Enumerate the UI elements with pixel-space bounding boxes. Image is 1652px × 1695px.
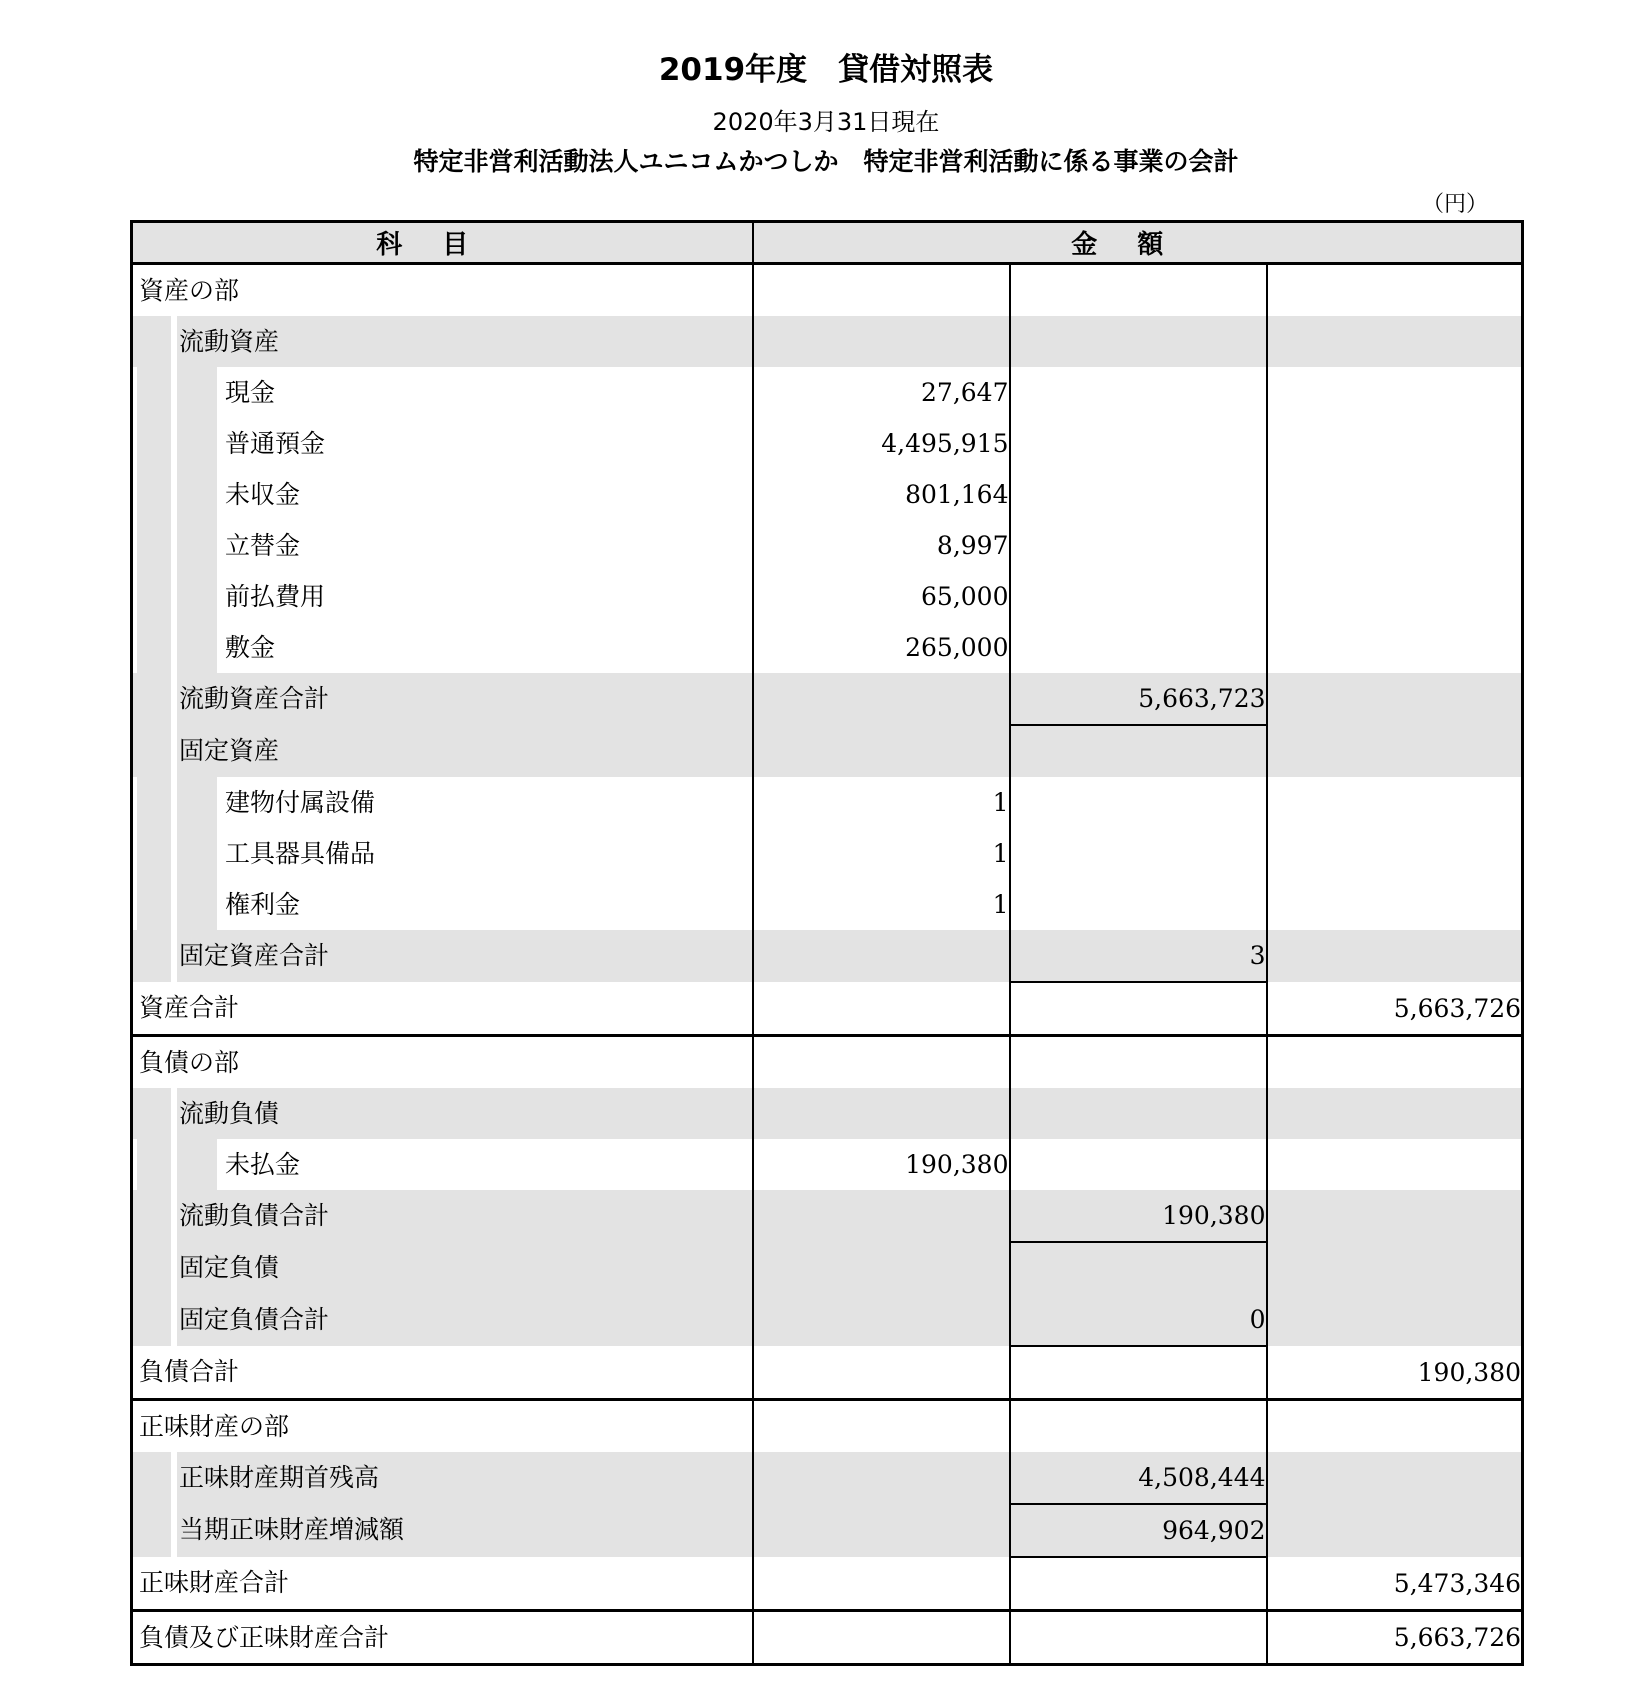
amount-c3: 190,380 (1267, 1346, 1523, 1400)
amount-c3 (1267, 879, 1523, 930)
amount-c2: 964,902 (1010, 1504, 1267, 1557)
amount-c1 (753, 930, 1010, 982)
amount-c3 (1267, 1452, 1523, 1504)
amount-c1: 1 (992, 788, 1009, 817)
amount-c2 (1010, 1346, 1267, 1400)
amount-c2: 4,508,444 (1010, 1452, 1267, 1504)
table-row (132, 1557, 1523, 1611)
amount-c3 (1267, 1242, 1523, 1294)
row-label-cell (132, 1557, 753, 1611)
header-item: 科目 (132, 222, 753, 264)
header-amount: 金額 (753, 222, 1523, 264)
row-label-cell (132, 1452, 753, 1504)
amount-c1 (753, 1346, 1010, 1400)
row-label-cell (132, 725, 753, 777)
amount-c3 (1267, 1036, 1523, 1089)
amount-c1: 27,647 (921, 378, 1009, 407)
table-row (132, 571, 1523, 622)
row-label-cell (132, 367, 753, 418)
amount-c3 (1267, 1504, 1523, 1557)
row-label: 正味財産合計 (139, 1568, 290, 1597)
row-label-cell (132, 777, 753, 828)
amount-c1 (753, 1088, 1010, 1139)
amount-c1 (753, 1504, 1010, 1557)
amount-c2 (1010, 469, 1267, 520)
table-row (132, 418, 1523, 469)
amount-c3 (1267, 367, 1523, 418)
balance-sheet-table (130, 220, 1524, 1666)
amount-c1 (753, 725, 1010, 777)
row-label: 流動資産 (137, 316, 752, 367)
table-row (132, 673, 1523, 725)
amount-c1: 801,164 (905, 480, 1009, 509)
amount-c3 (1267, 725, 1523, 777)
row-label-cell (132, 316, 753, 367)
amount-c3 (1267, 930, 1523, 982)
row-label: 資産の部 (139, 276, 240, 305)
amount-c2 (1010, 571, 1267, 622)
row-label-cell (132, 264, 753, 317)
table-row (132, 1036, 1523, 1089)
amount-c3: 5,663,726 (1393, 1623, 1522, 1652)
amount-c3 (1267, 316, 1523, 367)
row-label-cell (132, 571, 753, 622)
row-label-cell (132, 930, 753, 982)
table-row (132, 1190, 1523, 1242)
amount-c2 (1010, 1088, 1267, 1139)
amount-c2 (1010, 367, 1267, 418)
amount-c1: 190,380 (905, 1150, 1009, 1179)
amount-c2 (1010, 777, 1267, 828)
as-of-date: 2020年3月31日現在 (712, 108, 940, 136)
amount-c3 (1267, 828, 1523, 879)
amount-c1 (753, 1400, 1010, 1453)
amount-c1: 8,997 (936, 531, 1009, 560)
amount-c1: 1 (992, 839, 1009, 868)
amount-c1 (753, 1294, 1010, 1346)
amount-c3 (1267, 1190, 1523, 1242)
row-label: 建物付属設備 (137, 777, 752, 828)
row-label-cell (132, 1190, 753, 1242)
amount-c2: 5,663,723 (1010, 673, 1267, 725)
table-row (132, 1294, 1523, 1346)
amount-c2 (1010, 316, 1267, 367)
amount-c1 (753, 316, 1010, 367)
amount-c3 (1267, 418, 1523, 469)
amount-c3: 5,473,346 (1267, 1557, 1523, 1611)
row-label: 権利金 (137, 879, 752, 930)
amount-c2 (1010, 1557, 1267, 1611)
row-label-cell (132, 418, 753, 469)
row-label: 敷金 (137, 622, 752, 673)
amount-c3 (1267, 1088, 1523, 1139)
row-label: 固定負債 (137, 1242, 752, 1294)
row-label-cell (132, 520, 753, 571)
amount-c1 (753, 673, 1010, 725)
amount-c1 (753, 264, 1010, 317)
table-row (132, 1242, 1523, 1294)
row-label-cell (132, 828, 753, 879)
amount-c3 (1267, 777, 1523, 828)
organization-name: 特定非営利活動法人ユニコムかつしか 特定非営利活動に係る事業の会計 (413, 147, 1239, 176)
amount-c2 (1010, 1400, 1267, 1453)
table-row (132, 1088, 1523, 1139)
row-label: 負債の部 (139, 1048, 240, 1077)
amount-c2 (1010, 1139, 1267, 1190)
row-label: 未収金 (137, 469, 752, 520)
table-row (132, 725, 1523, 777)
table-row (132, 367, 1523, 418)
amount-c2: 0 (1010, 1294, 1267, 1346)
table-header-row (132, 222, 1523, 264)
row-label: 資産合計 (139, 993, 240, 1022)
table-row (132, 1452, 1523, 1504)
table-row (132, 316, 1523, 367)
amount-c2 (1010, 520, 1267, 571)
amount-c3 (1267, 469, 1523, 520)
row-label-cell (132, 1242, 753, 1294)
row-label: 当期正味財産増減額 (137, 1504, 752, 1557)
amount-c2 (1010, 264, 1267, 317)
table-row (132, 777, 1523, 828)
amount-c2: 3 (1010, 930, 1267, 982)
row-label: 固定資産合計 (137, 930, 752, 982)
amount-c2 (1010, 879, 1267, 930)
row-label-cell (132, 1294, 753, 1346)
table-row (132, 1504, 1523, 1557)
amount-c2 (1010, 828, 1267, 879)
amount-c3 (1267, 264, 1523, 317)
row-label: 負債合計 (139, 1357, 240, 1386)
row-label-cell (132, 673, 753, 725)
row-label: 負債及び正味財産合計 (139, 1623, 390, 1652)
row-label-cell (132, 1611, 753, 1665)
amount-c2 (1010, 1242, 1267, 1294)
row-label-cell (132, 879, 753, 930)
amount-c2 (1010, 622, 1267, 673)
row-label-cell (132, 1139, 753, 1190)
currency-unit: （円） (1421, 192, 1488, 217)
table-row (132, 828, 1523, 879)
document-title: 2019年度 貸借対照表 (658, 52, 994, 88)
amount-c1 (753, 1611, 1010, 1665)
row-label-cell (132, 622, 753, 673)
amount-c1 (753, 1557, 1010, 1611)
amount-c3 (1267, 1400, 1523, 1453)
amount-c1 (753, 1036, 1010, 1089)
row-label-cell (132, 1088, 753, 1139)
table-row (132, 879, 1523, 930)
row-label-cell (132, 469, 753, 520)
amount-c1: 4,495,915 (881, 429, 1009, 458)
amount-c1: 65,000 (921, 582, 1009, 611)
row-label-cell (132, 1346, 753, 1400)
row-label: 未払金 (137, 1139, 752, 1190)
row-label-cell (132, 1036, 753, 1089)
table-row (132, 930, 1523, 982)
amount-c3 (1267, 1294, 1523, 1346)
row-label: 固定負債合計 (137, 1294, 752, 1346)
table-row (132, 1611, 1523, 1665)
amount-c2 (1010, 1611, 1267, 1665)
row-label-cell (132, 1504, 753, 1557)
row-label: 現金 (137, 367, 752, 418)
row-label: 流動負債 (137, 1088, 752, 1139)
amount-c1 (753, 1242, 1010, 1294)
amount-c3 (1267, 571, 1523, 622)
amount-c2 (1010, 982, 1267, 1036)
table-row (132, 469, 1523, 520)
row-label: 工具器具備品 (137, 828, 752, 879)
amount-c2: 190,380 (1010, 1190, 1267, 1242)
amount-c1: 1 (992, 890, 1009, 919)
amount-c1 (753, 982, 1010, 1036)
row-label: 正味財産の部 (139, 1412, 290, 1441)
row-label: 普通預金 (137, 418, 752, 469)
table-body (132, 264, 1523, 1665)
row-label-cell (132, 982, 753, 1036)
table-row (132, 264, 1523, 317)
table-row (132, 1400, 1523, 1453)
row-label: 流動資産合計 (137, 673, 752, 725)
amount-c3: 5,663,726 (1267, 982, 1523, 1036)
table-row (132, 1139, 1523, 1190)
table-row (132, 982, 1523, 1036)
table-row (132, 1346, 1523, 1400)
row-label: 前払費用 (137, 571, 752, 622)
amount-c2 (1010, 418, 1267, 469)
row-label: 流動負債合計 (137, 1190, 752, 1242)
amount-c3 (1267, 673, 1523, 725)
amount-c2 (1010, 725, 1267, 777)
row-label: 正味財産期首残高 (137, 1452, 752, 1504)
amount-c3 (1267, 622, 1523, 673)
amount-c2 (1010, 1036, 1267, 1089)
row-label-cell (132, 1400, 753, 1453)
amount-c1 (753, 1190, 1010, 1242)
amount-c1 (753, 1452, 1010, 1504)
row-label: 立替金 (137, 520, 752, 571)
amount-c3 (1267, 1139, 1523, 1190)
table-row (132, 520, 1523, 571)
row-label: 固定資産 (137, 725, 752, 777)
table-row (132, 622, 1523, 673)
amount-c3 (1267, 520, 1523, 571)
amount-c1: 265,000 (905, 633, 1009, 662)
